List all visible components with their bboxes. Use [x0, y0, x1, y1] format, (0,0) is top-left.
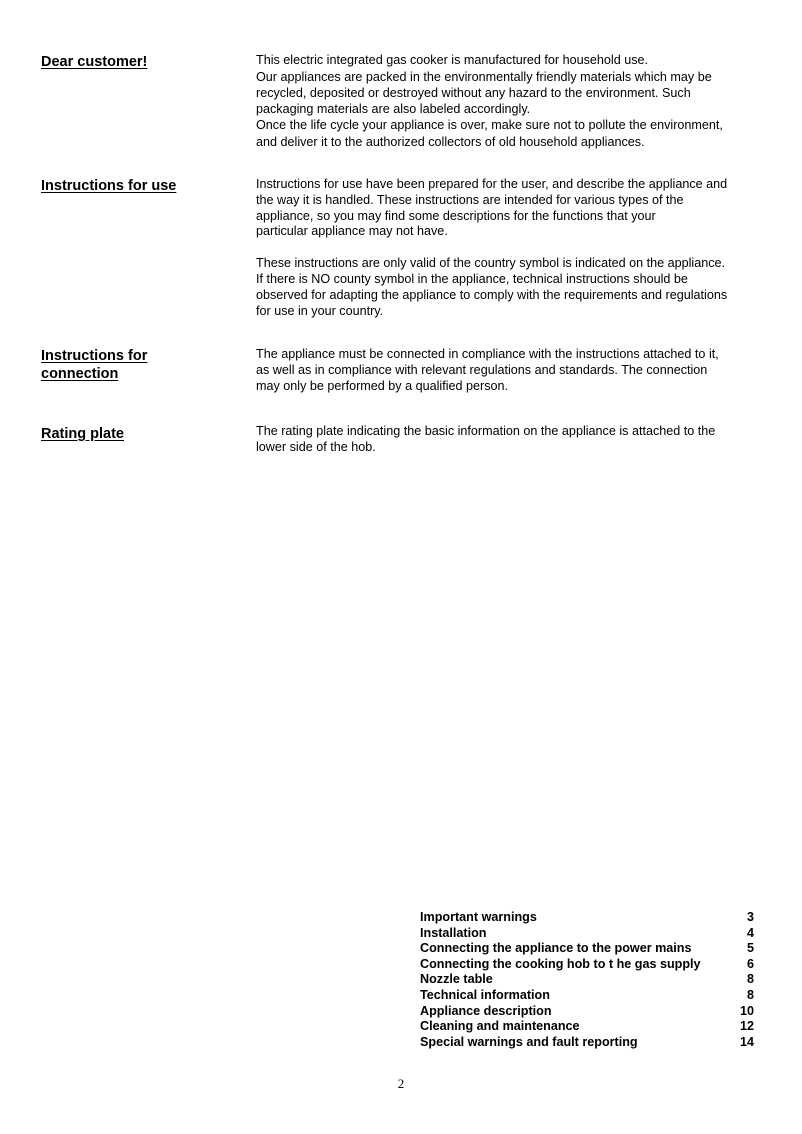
toc-title: Nozzle table [420, 972, 493, 987]
toc-entry [420, 941, 754, 957]
heading-line: Instructions for [41, 348, 148, 364]
toc-entry [420, 1004, 754, 1020]
toc-page: 8 [746, 972, 754, 987]
toc-page: 8 [746, 987, 754, 1002]
toc-title: Technical information [420, 987, 550, 1002]
paragraph-rating-plate [256, 424, 766, 456]
toc-title: Installation [420, 925, 487, 940]
text-line: observed for adapting the appliance to comply with the requirements and regulations [256, 287, 728, 302]
text-line: packaging materials are also labeled accordingly. [256, 102, 531, 117]
paragraph-dear-customer [256, 53, 766, 151]
heading-dear-customer: Dear customer! [41, 54, 148, 70]
toc-title: Connecting the cooking hob to t he gas supply [420, 956, 701, 971]
text-line: Our appliances are packed in the environmentally friendly materials which may be [256, 69, 712, 84]
paragraph-instructions-for-connection [256, 347, 766, 394]
toc-entry [420, 972, 754, 988]
toc-entry [420, 1035, 754, 1051]
text-line: lower side of the hob. [256, 439, 376, 454]
toc-title: Connecting the appliance to the power mains [420, 941, 692, 956]
toc-title: Appliance description [420, 1003, 552, 1018]
text-line: for use in your country. [256, 303, 384, 318]
text-line: particular appliance may not have. [256, 224, 448, 239]
text-line: The appliance must be connected in compliance with the instructions attached to it, [256, 347, 719, 361]
heading-instructions-for-use: Instructions for use [41, 178, 177, 194]
toc-entry [420, 957, 754, 973]
text-line: Once the life cycle your appliance is over, make sure not to pollute the environment, [256, 118, 723, 133]
toc-page: 14 [739, 1034, 754, 1049]
toc-title: Special warnings and fault reporting [420, 1034, 638, 1049]
toc-entry [420, 926, 754, 942]
toc-page: 5 [746, 941, 754, 956]
toc-entry [420, 988, 754, 1004]
heading-line: connection [41, 366, 119, 382]
text-line: the way it is handled. These instructions are intended for various types of the [256, 192, 684, 207]
toc-page: 4 [746, 925, 754, 940]
page-number: 2 [397, 1076, 405, 1091]
text-line: may only be performed by a qualified person. [256, 378, 509, 393]
text-line: If there is NO county symbol in the appliance, technical instructions should be [256, 271, 688, 286]
toc-title: Cleaning and maintenance [420, 1019, 580, 1034]
toc-page: 3 [746, 910, 754, 924]
table-of-contents [420, 910, 754, 1050]
text-line: and deliver it to the authorized collectors of old household appliances. [256, 134, 645, 149]
heading-rating-plate: Rating plate [41, 426, 124, 442]
text-line: The rating plate indicating the basic information on the appliance is attached to the [256, 424, 716, 438]
heading-instructions-for-connection [41, 347, 191, 383]
toc-page: 12 [739, 1019, 754, 1034]
text-line: This electric integrated gas cooker is manufactured for household use. [256, 53, 649, 67]
paragraph-instructions-for-use [256, 177, 766, 319]
text-line: as well as in compliance with relevant regulations and standards. The connection [256, 362, 708, 377]
toc-entry [420, 910, 754, 926]
toc-page: 10 [739, 1003, 754, 1018]
toc-title: Important warnings [420, 910, 537, 924]
text-line: appliance, so you may find some descriptions for the functions that your [256, 208, 656, 223]
text-line: Instructions for use have been prepared for the user, and describe the appliance and [256, 177, 728, 191]
toc-entry [420, 1019, 754, 1035]
text-line: These instructions are only valid of the country symbol is indicated on the appliance. [256, 256, 726, 271]
toc-page: 6 [746, 956, 754, 971]
text-line: recycled, deposited or destroyed without any hazard to the environment. Such [256, 85, 691, 100]
